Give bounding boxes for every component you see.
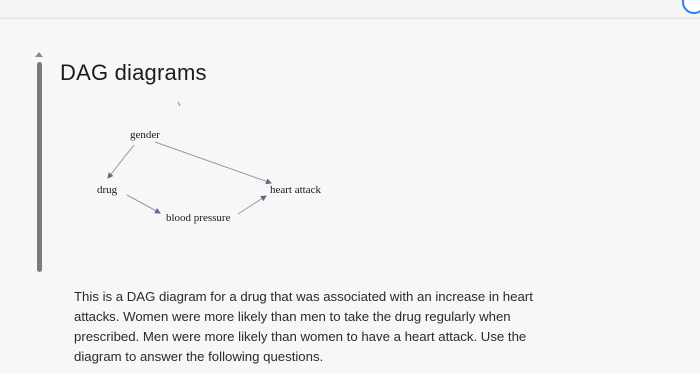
node-blood-pressure: blood pressure bbox=[166, 212, 231, 224]
edge-drug-to-blood-pressure bbox=[127, 195, 160, 213]
node-drug: drug bbox=[97, 184, 118, 196]
node-heart-attack: heart attack bbox=[270, 184, 321, 196]
stray-mark bbox=[178, 102, 180, 106]
edge-gender-to-drug bbox=[108, 145, 134, 178]
edge-gender-to-heart-attack bbox=[155, 142, 271, 183]
section-title: DAG diagrams bbox=[60, 60, 207, 85]
edge-blood-pressure-to-heart-attack bbox=[238, 196, 266, 214]
description-paragraph: This is a DAG diagram for a drug that was associated with an increase in heart attacks. Women were more likely than men to take the drug regularly when prescribed. Men were more likely than women to have a heart attack. Use the diagram to answer the following questions. bbox=[74, 289, 533, 364]
node-gender: gender bbox=[130, 129, 160, 141]
